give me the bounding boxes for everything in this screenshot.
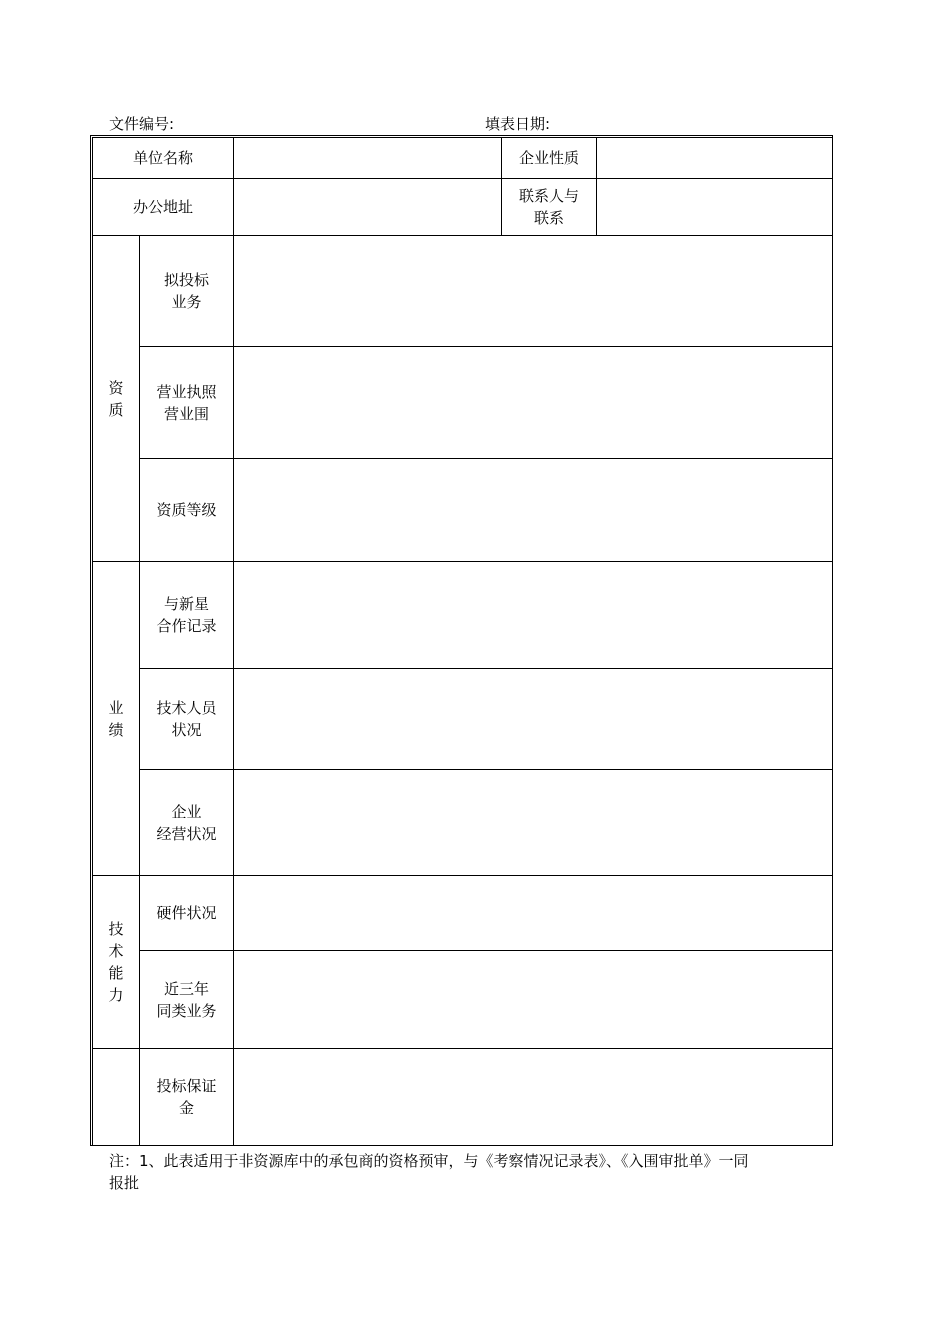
similar-business-field[interactable] [234, 951, 833, 1049]
operation-status-label: 企业 经营状况 [140, 770, 234, 876]
hardware-status-field[interactable] [234, 876, 833, 951]
group-tech-ability: 技 术 能 力 [93, 876, 140, 1049]
bid-business-label: 拟投标 业务 [140, 236, 234, 347]
contact-label-line2: 联系 [534, 209, 565, 227]
qualification-level-label: 资质等级 [140, 459, 234, 562]
file-number-label: 文件编号: [109, 115, 175, 133]
contact-field[interactable] [597, 179, 833, 236]
company-nature-field[interactable] [597, 138, 833, 179]
cooperation-record-field[interactable] [234, 562, 833, 669]
tech-staff-label: 技术人员 状况 [140, 669, 234, 770]
license-scope-field[interactable] [234, 347, 833, 459]
footnote-line2: 报批 [109, 1174, 140, 1192]
company-nature-label: 企业性质 [502, 138, 597, 179]
bid-bond-label: 投标保证 金 [140, 1049, 234, 1146]
bid-bond-field[interactable] [234, 1049, 833, 1146]
group-qualification: 资 质 [93, 236, 140, 562]
similar-business-label: 近三年 同类业务 [140, 951, 234, 1049]
unit-name-field[interactable] [234, 138, 502, 179]
unit-name-label: 单位名称 [93, 138, 234, 179]
operation-status-field[interactable] [234, 770, 833, 876]
contact-label [502, 179, 597, 236]
bid-business-field[interactable] [234, 236, 833, 347]
qualification-level-field[interactable] [234, 459, 833, 562]
footnote [109, 1150, 859, 1194]
group-empty [93, 1049, 140, 1146]
tech-staff-field[interactable] [234, 669, 833, 770]
footnote-line1: 注：1、此表适用于非资源库中的承包商的资格预审，与《考察情况记录表》、《入围审批单》一同 [109, 1152, 749, 1170]
group-performance: 业 绩 [93, 562, 140, 876]
hardware-status-label: 硬件状况 [140, 876, 234, 951]
contact-label-line1: 联系人与 [519, 187, 580, 205]
office-address-label: 办公地址 [93, 179, 234, 236]
fill-date-label: 填表日期: [485, 115, 551, 133]
qualification-form-table [92, 137, 833, 1146]
cooperation-record-label: 与新星 合作记录 [140, 562, 234, 669]
license-scope-label: 营业执照 营业围 [140, 347, 234, 459]
office-address-field[interactable] [234, 179, 502, 236]
